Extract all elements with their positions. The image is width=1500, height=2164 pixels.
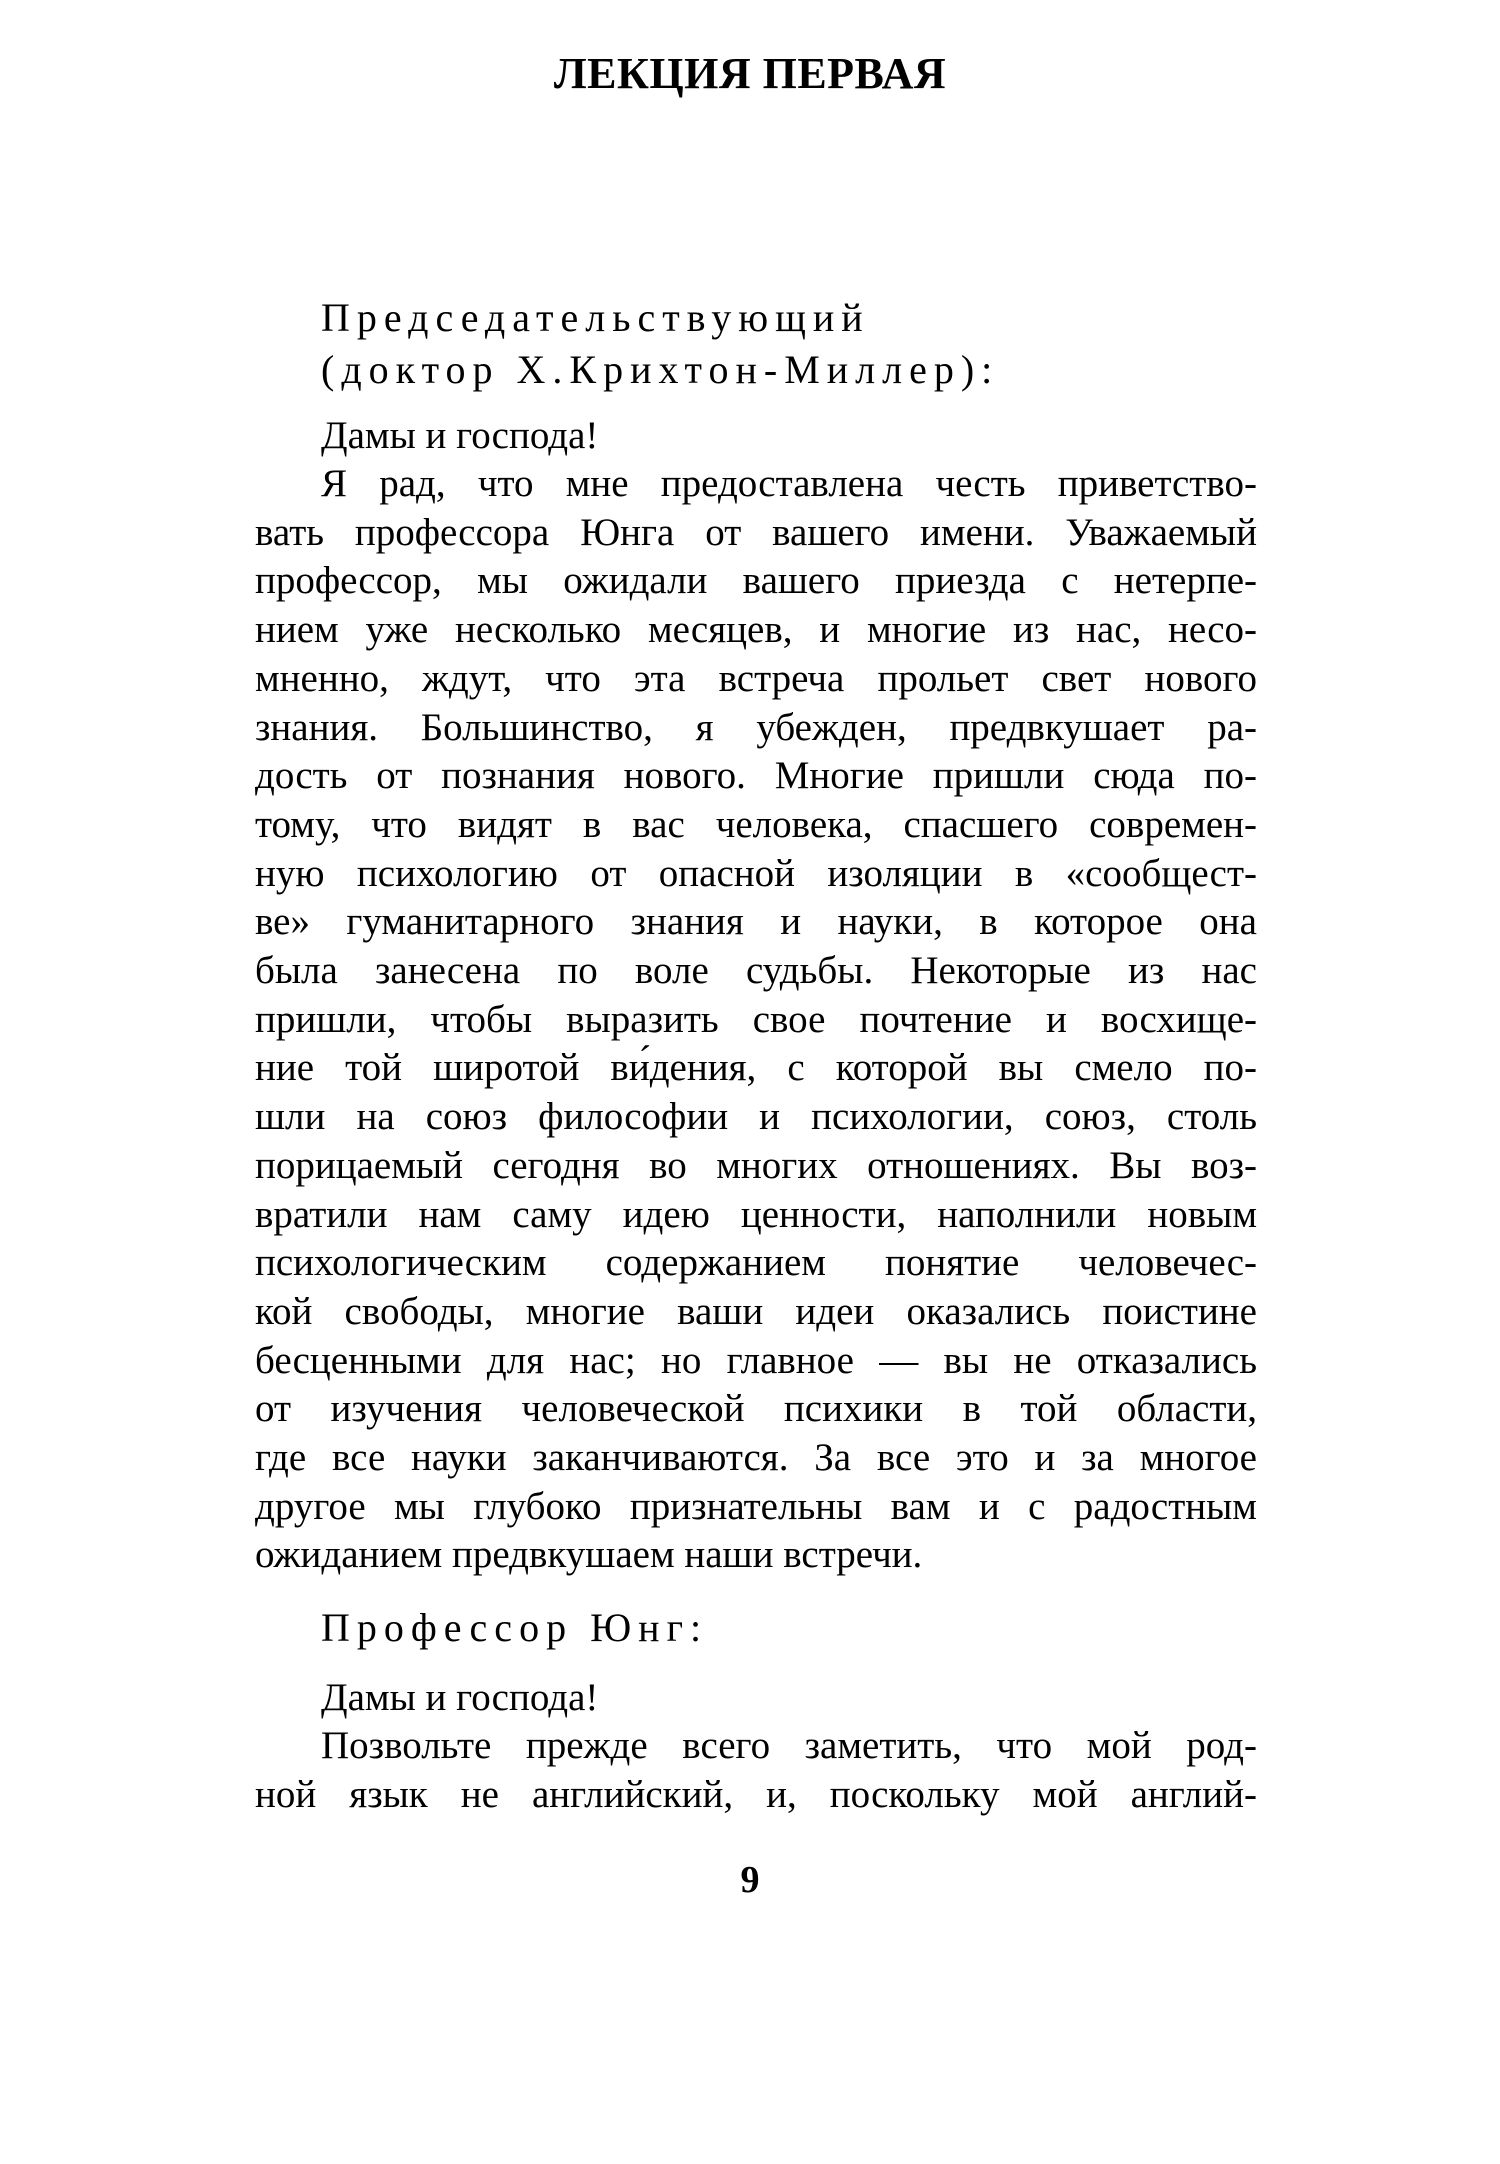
paragraph-line: кой свободы, многие ваши идеи оказались поистине: [255, 1289, 1257, 1333]
paragraph-line: профессор, мы ожидали вашего приезда с нетерпе-: [255, 559, 1257, 603]
chair-speech: [255, 460, 1257, 1580]
jung-speaker-name: Профессор Юнг:: [321, 1605, 709, 1650]
paragraph-line: Я рад, что мне предоставлена честь приветство-: [321, 462, 1257, 505]
paragraph-line: вать профессора Юнга от вашего имени. Уважаемый: [255, 510, 1257, 554]
paragraph-line: ной язык не английский, и, поскольку мой англий-: [255, 1772, 1257, 1816]
chair-speaker-title: (доктор Х.Крихтон-Миллер):: [321, 347, 1000, 392]
chapter-title: ЛЕКЦИЯ ПЕРВАЯ: [553, 49, 947, 98]
paragraph-line: психологическим содержанием понятие человечес-: [255, 1241, 1257, 1285]
paragraph-line: Позвольте прежде всего заметить, что мой род-: [321, 1724, 1257, 1767]
paragraph-line: от изучения человеческой психики в той области,: [255, 1387, 1257, 1431]
paragraph-line: другое мы глубоко признательны вам и с радостным: [255, 1484, 1257, 1528]
paragraph-line: вратили нам саму идею ценности, наполнили новым: [255, 1192, 1257, 1236]
paragraph-line: пришли, чтобы выразить свое почтение и восхище-: [255, 997, 1257, 1041]
paragraph-line: бесценными для нас; но главное — вы не отказались: [255, 1338, 1257, 1382]
chair-speaker-block: [255, 292, 1257, 396]
jung-salutation: Дамы и господа!: [321, 1676, 599, 1719]
jung-speech: [255, 1722, 1257, 1819]
paragraph-line: шли на союз философии и психологии, союз, столь: [255, 1095, 1257, 1139]
chair-salutation-block: [255, 412, 1257, 460]
paragraph-line: тому, что видят в вас человека, спасшего современ-: [255, 802, 1257, 846]
paragraph-line: ожиданием предвкушаем наши встречи.: [255, 1533, 923, 1577]
chair-speaker-name: Председательствующий: [321, 295, 870, 340]
paragraph-line: ную психологию от опасной изоляции в «сообщест-: [255, 851, 1257, 895]
paragraph-line: была занесена по воле судьбы. Некоторые из нас: [255, 949, 1257, 993]
paragraph-line: ве» гуманитарного знания и науки, в которое она: [255, 900, 1257, 944]
paragraph-line: где все науки заканчиваются. За все это и за многое: [255, 1436, 1257, 1480]
page-number: 9: [740, 1859, 760, 1901]
jung-salutation-block: [255, 1674, 1257, 1722]
paragraph-line: дость от познания нового. Многие пришли сюда по-: [255, 754, 1257, 798]
paragraph-line: мненно, ждут, что эта встреча прольет свет нового: [255, 656, 1257, 700]
paragraph-line: порицаемый сегодня во многих отношениях. Вы воз-: [255, 1143, 1257, 1187]
chair-salutation: Дамы и господа!: [321, 414, 599, 457]
jung-speaker-block: [255, 1602, 1257, 1654]
paragraph-line: нием уже несколько месяцев, и многие из нас, несо-: [255, 608, 1257, 652]
paragraph-line: знания. Большинство, я убежден, предвкушает ра-: [255, 705, 1257, 749]
paragraph-line: ние той широтой ви́дения, с которой вы смело по-: [255, 1046, 1257, 1090]
